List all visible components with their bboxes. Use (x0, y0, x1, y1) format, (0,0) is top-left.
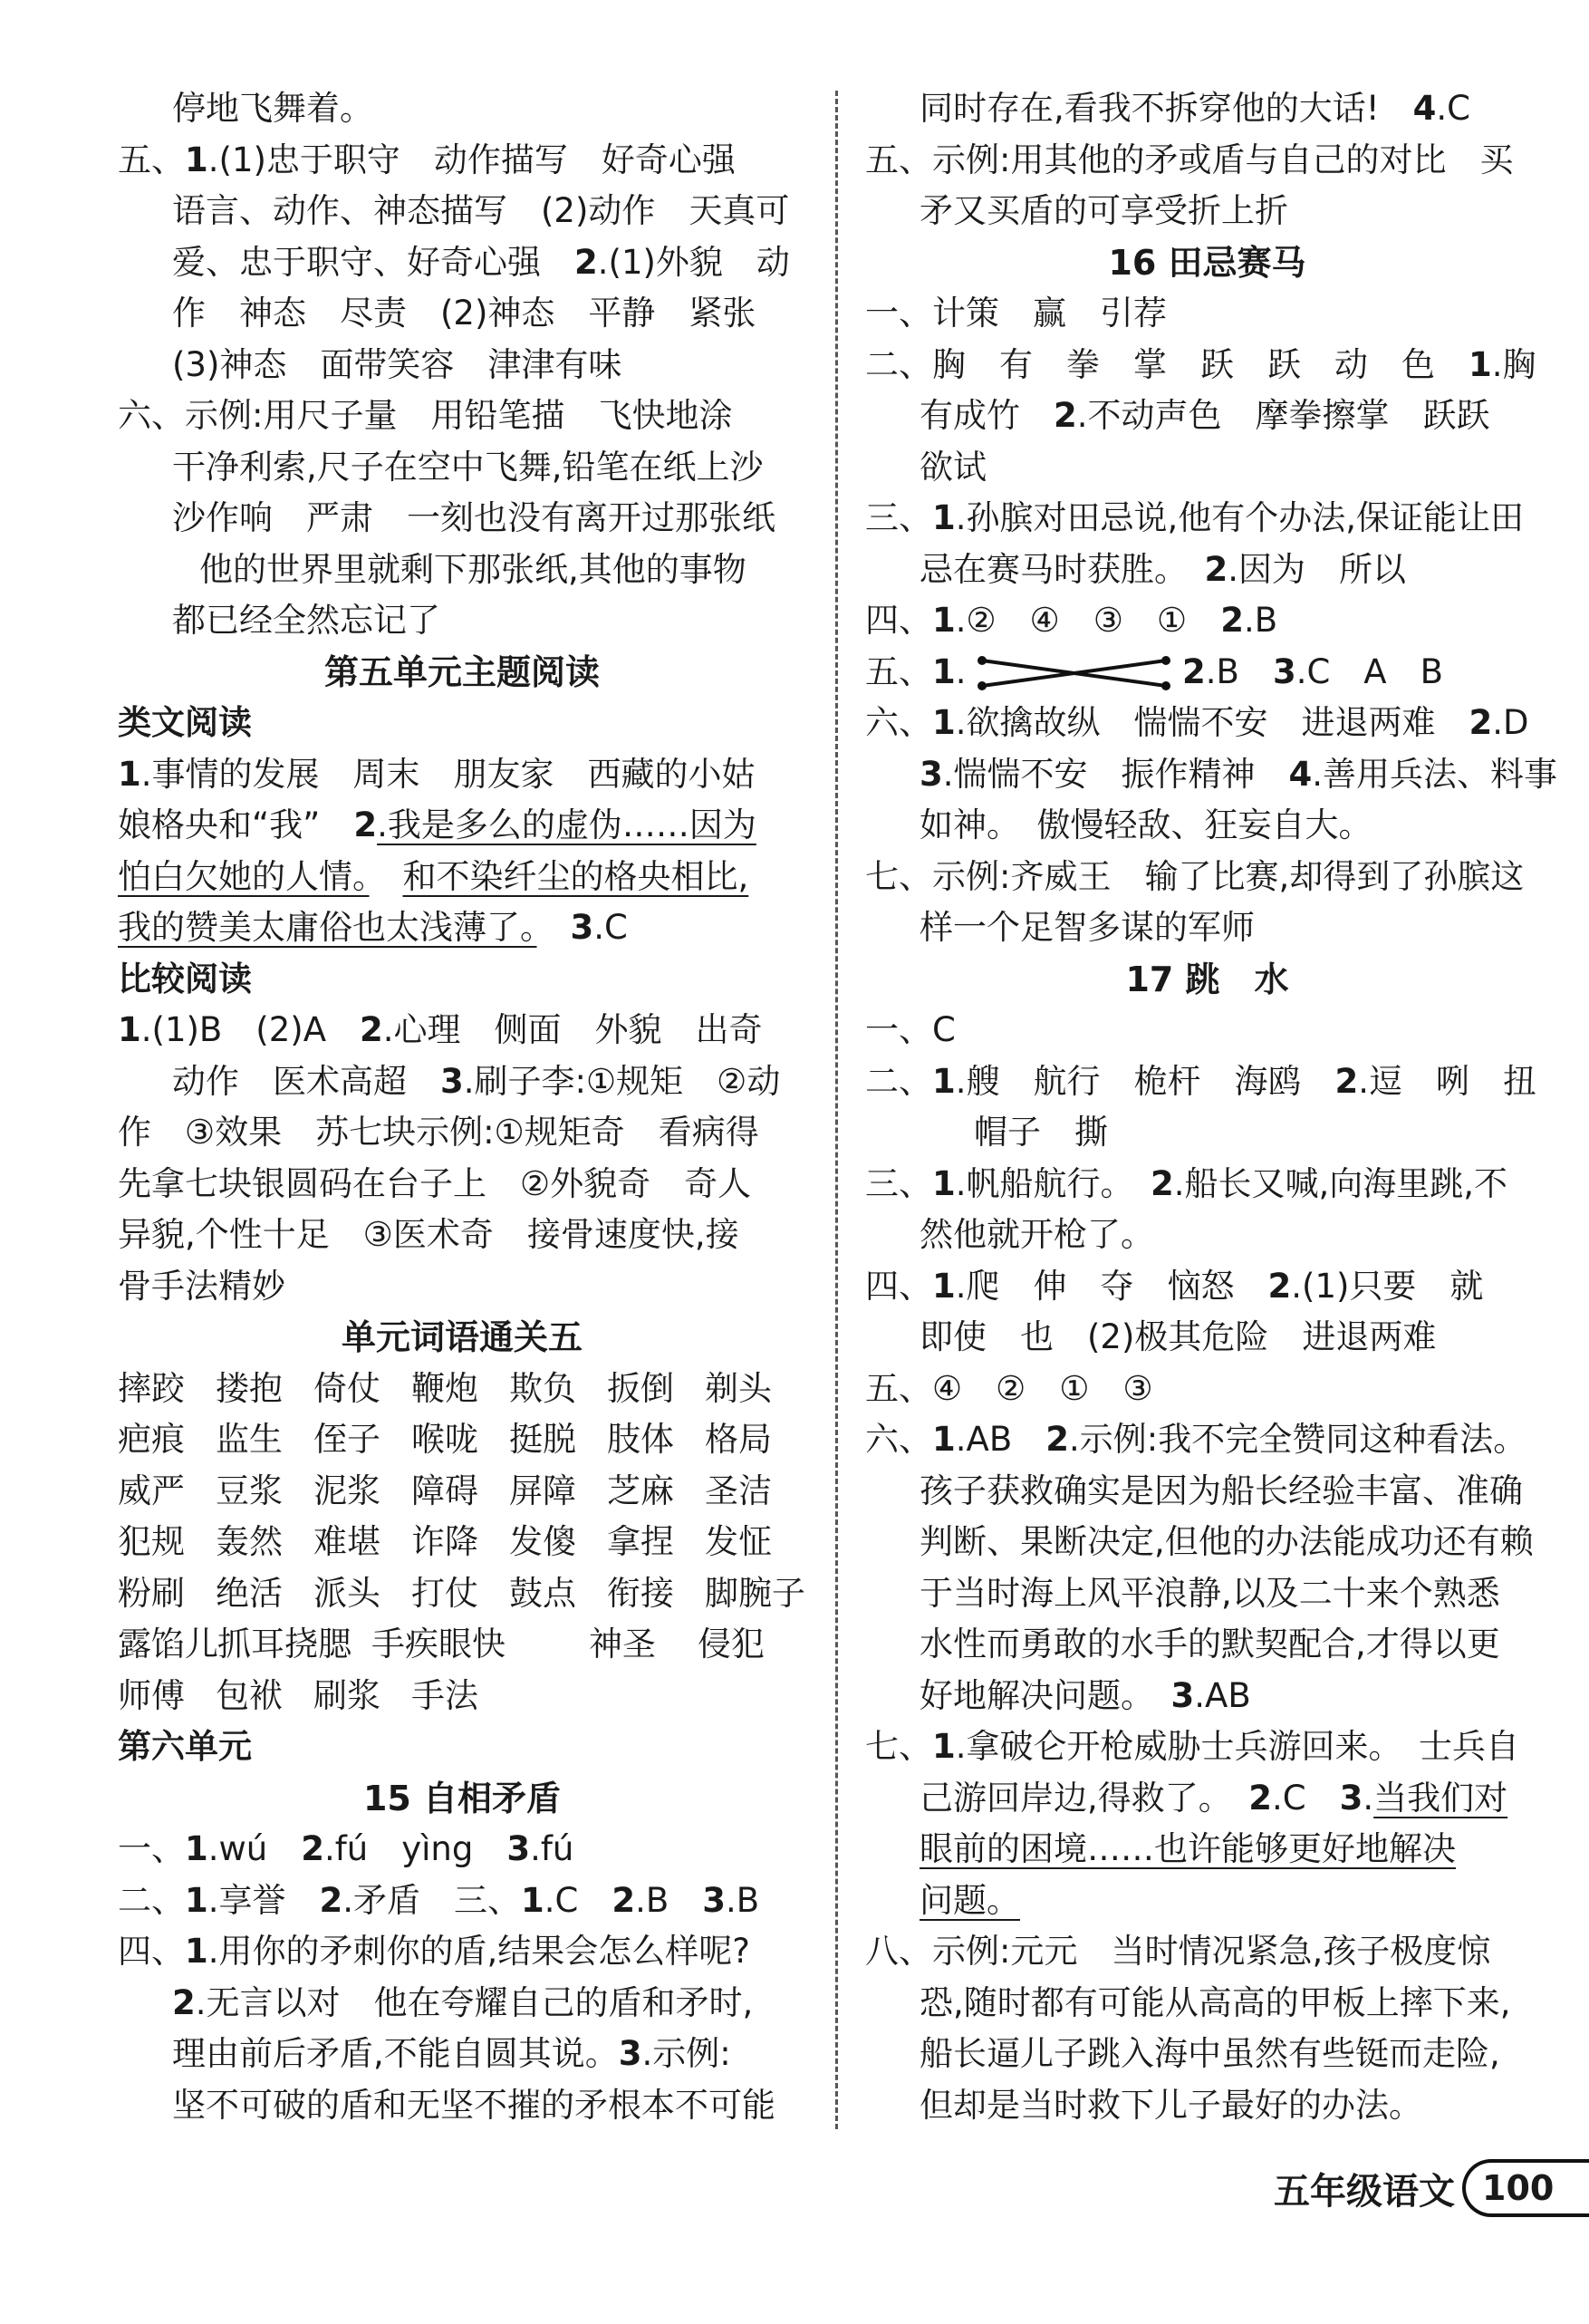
answer-line: 问题。 (920, 1880, 1020, 1920)
answer-line: 1.事情的发展 周末 朋友家 西藏的小姑 (118, 754, 756, 794)
word-row: 摔跤 搂抱 倚仗 鞭炮 欺负 扳倒 剃头 (118, 1368, 772, 1408)
answer-line: 三、1.孙膑对田忌说,他有个办法,保证能让田 (865, 498, 1525, 537)
answer-line: 六、1.欲擒故纵 惴惴不安 进退两难 2.D (865, 703, 1529, 742)
word-row: 犯规 轰然 难堪 诈降 发傻 拿捏 发怔 (118, 1522, 772, 1561)
answer-line: 他的世界里就剩下那张纸,其他的事物 (199, 549, 746, 589)
word-row: 露馅儿 抓耳挠腮 手疾眼快 神圣 侵犯 (118, 1625, 765, 1663)
answer-line: 作 神态 尽责 (2)神态 平静 紧张 (172, 294, 756, 333)
answer-line: 六、1.AB 2.示例:我不完全赞同这种看法。 (865, 1420, 1527, 1459)
answer-line: 五、示例:用其他的矛或盾与自己的对比 买 (865, 140, 1514, 179)
column-divider (835, 91, 838, 2129)
answer-line: 二、1.艘 航行 桅杆 海鸥 2.逗 咧 扭 (865, 1061, 1537, 1101)
section-heading: 15 自相矛盾 (362, 1778, 562, 1818)
answer-line: 同时存在,看我不拆穿他的大话! 4.C (920, 89, 1470, 128)
section-heading: 16 田忌赛马 (1108, 242, 1306, 283)
answer-line: 有成竹 2.不动声色 摩拳擦掌 跃跃 (920, 396, 1490, 435)
answer-line: 即使 也 (2)极其危险 进退两难 (920, 1317, 1437, 1356)
answer-line: 如神。 傲慢轻敌、狂妄自大。 (920, 805, 1372, 844)
answer-line: 于当时海上风平浪静,以及二十来个熟悉 (920, 1573, 1500, 1613)
answer-line: 1.(1)B (2)A 2.心理 侧面 外貌 出奇 (118, 1010, 763, 1049)
subsection-heading: 类文阅读 (118, 703, 252, 742)
right-column (865, 83, 1558, 2131)
answer-line: 但却是当时救下儿子最好的办法。 (920, 2085, 1422, 2125)
word-row: 威严 豆浆 泥浆 障碍 屏障 芝麻 圣洁 (118, 1471, 772, 1510)
answer-line: 船长逼儿子跳入海中虽然有些铤而走险, (920, 2034, 1500, 2073)
answer-line: 二、1.享誉 2.矛盾 三、1.C 2.B 3.B (118, 1880, 760, 1920)
answer-line: 七、示例:齐威王 输了比赛,却得到了孙膑这 (865, 856, 1525, 896)
answer-line: 爱、忠于职守、好奇心强 2.(1)外貌 动 (172, 242, 790, 282)
answer-line: 恐,随时都有可能从高高的甲板上摔下来, (920, 1982, 1511, 2022)
answer-line: 六、示例:用尺子量 用铅笔描 飞快地涂 (118, 396, 733, 435)
answer-line: 停地飞舞着。 (172, 89, 373, 128)
section-heading: 17 跳 水 (1125, 959, 1289, 999)
answer-line: 一、1.wú 2.fú yìng 3.fú (118, 1829, 574, 1868)
answer-line: 三、1.帆船航行。 2.船长又喊,向海里跳,不 (865, 1163, 1508, 1203)
word-row: 粉刷 绝活 派头 打仗 鼓点 衔接 脚腕子 (118, 1573, 805, 1613)
answer-line: 样一个足智多谋的军师 (920, 908, 1255, 947)
answer-line: 二、胸 有 拳 掌 跃 跃 动 色 1.胸 (865, 344, 1536, 384)
answer-line: 七、1.拿破仑开枪威胁士兵游回来。 士兵自 (865, 1727, 1520, 1766)
answer-line: 异貌,个性十足 ③医术奇 接骨速度快,接 (118, 1215, 739, 1254)
answer-line: 四、1.用你的矛刺你的盾,结果会怎么样呢? (118, 1932, 750, 1971)
answer-line: 一、C (865, 1010, 956, 1049)
page-footer (1274, 2159, 1589, 2217)
answer-line: 沙作响 严肃 一刻也没有离开过那张纸 (172, 498, 775, 537)
answer-line: 怕白欠她的人情。 和不染纤尘的格央相比, (118, 856, 749, 896)
answer-line: 孩子获救确实是因为船长经验丰富、准确 (920, 1471, 1523, 1510)
answer-line: 帽子 撕 (974, 1113, 1108, 1152)
answer-line: 2.无言以对 他在夸耀自己的盾和矛时, (172, 1982, 754, 2022)
answer-line: 四、1.② ④ ③ ① 2.B (865, 601, 1278, 640)
answer-line: 动作 医术高超 3.刷子李:①规矩 ②动 (172, 1061, 781, 1101)
answer-line: 八、示例:元元 当时情况紧急,孩子极度惊 (865, 1932, 1491, 1971)
answer-line: 骨手法精妙 (118, 1266, 285, 1306)
answer-line: 娘格央和“我” 2.我是多么的虚伪……因为 (118, 805, 756, 844)
answer-line: 好地解决问题。 3.AB (920, 1675, 1251, 1715)
answer-line: 矛又买盾的可享受折上折 (920, 191, 1288, 230)
word-row: 师傅 包袱 刷浆 手法 (118, 1675, 478, 1715)
page-number: 100 (1462, 2159, 1589, 2217)
answer-line: 作 ③效果 苏七块示例:①规矩奇 看病得 (118, 1113, 759, 1152)
answer-line: 一、计策 赢 引荐 (865, 294, 1167, 333)
section-heading: 第五单元主题阅读 (323, 651, 600, 692)
answer-line: 先拿七块银圆码在台子上 ②外貌奇 奇人 (118, 1163, 752, 1203)
left-column (118, 83, 806, 2131)
answer-line: 判断、果断决定,但他的办法能成功还有赖 (920, 1522, 1534, 1561)
subsection-heading: 比较阅读 (118, 959, 252, 998)
answer-line: 我的赞美太庸俗也太浅薄了。 3.C (118, 908, 628, 947)
answer-line: 五、1.(1)忠于职守 动作描写 好奇心强 (118, 140, 736, 179)
answer-line: 欲试 (920, 447, 987, 487)
answer-line: 己游回岸边,得救了。 2.C 3.当我们对 (920, 1778, 1508, 1818)
section-heading: 单元词语通关五 (341, 1317, 583, 1357)
answer-line: 都已经全然忘记了 (172, 601, 440, 640)
answer-line: 五、④ ② ① ③ (865, 1368, 1153, 1408)
word-row: 疤痕 监生 侄子 喉咙 挺脱 肢体 格局 (118, 1420, 772, 1459)
answer-line: 语言、动作、神态描写 (2)动作 天真可 (172, 191, 790, 230)
answer-line: 干净利索,尺子在空中飞舞,铅笔在纸上沙 (172, 447, 764, 487)
answer-line: 四、1.爬 伸 夺 恼怒 2.(1)只要 就 (865, 1266, 1484, 1306)
footer-label: 五年级语文 (1274, 2170, 1455, 2213)
answer-line: 五、1. 2.B 3.C A B (865, 651, 1443, 691)
answer-line: 3.惴惴不安 振作精神 4.善用兵法、料事 (920, 754, 1558, 794)
answer-line: 眼前的困境……也许能够更好地解决 (920, 1829, 1456, 1868)
subsection-heading: 第六单元 (118, 1727, 252, 1766)
answer-line: 忌在赛马时获胜。 2.因为 所以 (920, 549, 1407, 589)
answer-line: 理由前后矛盾,不能自圆其说。3.示例: (172, 2034, 731, 2073)
answer-line: 水性而勇敢的水手的默契配合,才得以更 (920, 1625, 1500, 1663)
answer-line: (3)神态 面带笑容 津津有味 (172, 344, 622, 384)
answer-line: 然他就开枪了。 (920, 1215, 1154, 1254)
matching-lines-icon (977, 655, 1171, 691)
answer-line: 坚不可破的盾和无坚不摧的矛根本不可能 (172, 2085, 775, 2125)
